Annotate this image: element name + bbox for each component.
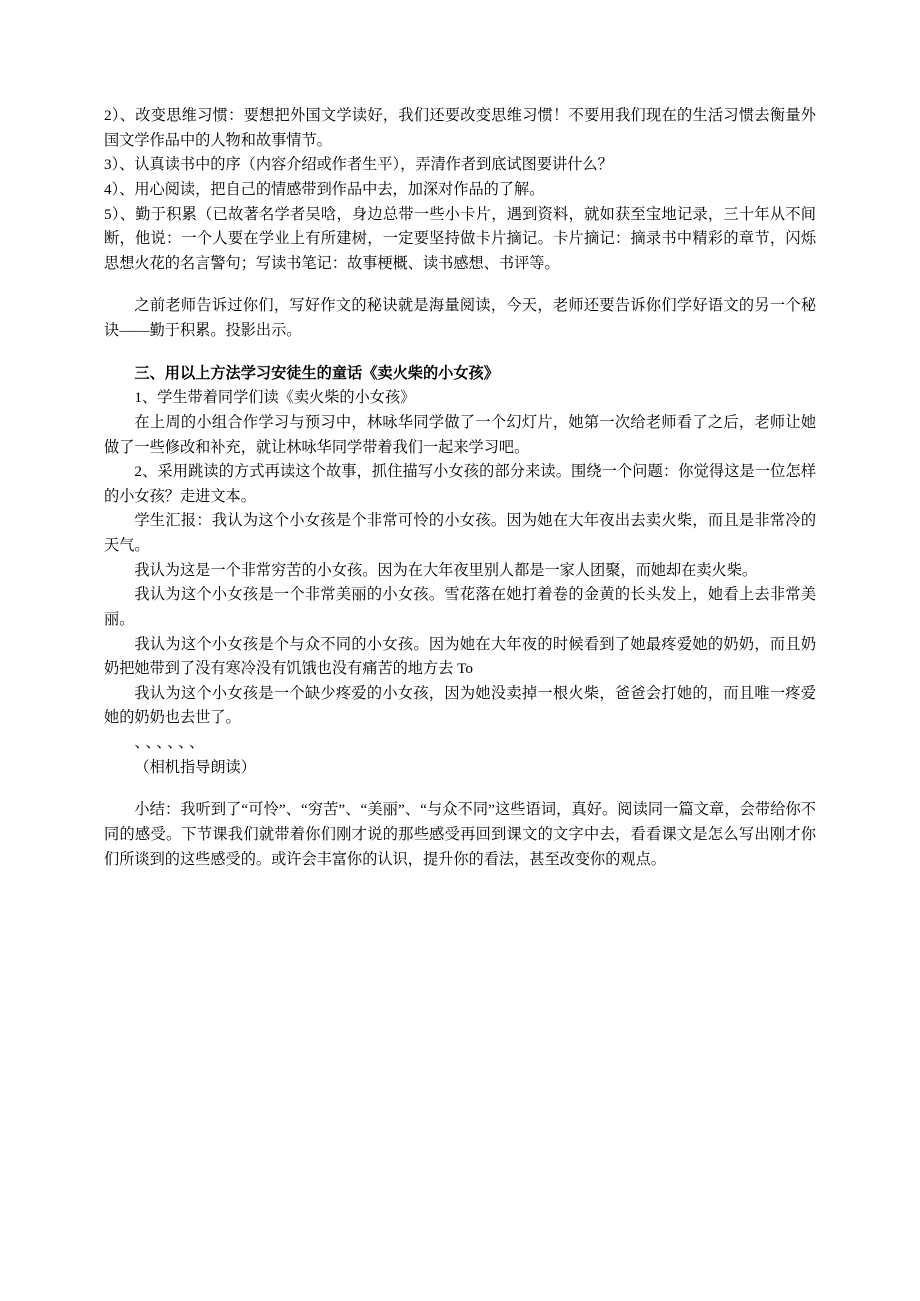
paragraph-summary: 小结：我听到了“可怜”、“穷苦”、“美丽”、“与众不同”这些语词，真好。阅读同一篇文章，会带给你不同的感受。下节课我们就带着你们刚才说的那些感受再回到课文的文字中去，看看课文是怎么写出刚才你们所谈到的这些感受的。或许会丰富你的认识，提升你的看法，甚至改变你的观点。	[104, 801, 816, 868]
paragraph-camera-guidance-note: （相机指导朗读）	[134, 758, 256, 776]
paragraph-item-4-read-with-heart: 4）、用心阅读，把自己的情感带到作品中去，加深对作品的了解。	[104, 180, 545, 198]
paragraph-item-5-accumulate: 5）、勤于积累（已故著名学者吴唅，身边总带一些小卡片，遇到资料，就如获至宝地记录，三十年从不间断，他说：一个人要在学业上有所建树，一定要坚持做卡片摘记。卡片摘记：摘录书中精彩的章节，闪烁思想火花的名言警句；写读书笔记：故事梗概、读书感想、书评等。	[104, 205, 816, 272]
paragraph-item-2-change-thinking: 2）、改变思维习惯：要想把外国文学读好，我们还要改变思维习惯！不要用我们现在的生活习惯去衡量外国文学作品中的人物和故事情节。	[104, 107, 816, 149]
paragraph-dots-line: 、、、、、、	[134, 734, 208, 751]
paragraph-spacer	[104, 780, 816, 798]
paragraph-spacer	[104, 276, 816, 294]
paragraph-step-1-read-together: 1、学生带着同学们读《卖火柴的小女孩》	[134, 389, 416, 407]
paragraph-student-report-unique: 我认为这个小女孩是个与众不同的小女孩。因为她在大年夜的时候看到了她最疼爱她的奶奶，而且奶奶把她带到了没有寒冷没有饥饿也没有痛苦的地方去 To	[104, 635, 816, 678]
paragraph-spacer	[104, 344, 816, 362]
heading-section-three: 三、用以上方法学习安徒生的童话《卖火柴的小女孩》	[134, 364, 499, 382]
paragraph-step-1-detail-slideshow: 在上周的小组合作学习与预习中，林咏华同学做了一个幻灯片，她第一次给老师看了之后，老师让她做了一些修改和补充，就让林咏华同学带着我们一起来学习吧。	[104, 413, 816, 456]
paragraph-student-report-lack-love: 我认为这个小女孩是一个缺少疼爱的小女孩，因为她没卖掉一根火柴，爸爸会打她的，而且唯一疼爱她的奶奶也去世了。	[104, 684, 816, 727]
paragraph-student-report-poor: 我认为这是一个非常穷苦的小女孩。因为在大年夜里别人都是一家人团聚，而她却在卖火柴。	[134, 561, 758, 579]
paragraph-item-3-read-preface: 3）、认真读书中的序（内容介绍或作者生平），弄清作者到底试图要讲什么？	[104, 156, 613, 174]
document-body	[104, 104, 816, 872]
paragraph-teacher-secret: 之前老师告诉过你们，写好作文的秘诀就是海量阅读，今天，老师还要告诉你们学好语文的另一个秘诀——勤于积累。投影出示。	[104, 297, 816, 339]
paragraph-student-report-pitiful: 学生汇报：我认为这个小女孩是个非常可怜的小女孩。因为她在大年夜出去卖火柴，而且是非常冷的天气。	[104, 512, 816, 554]
paragraph-student-report-beautiful: 我认为这个小女孩是一个非常美丽的小女孩。雪花落在她打着卷的金黄的长头发上，她看上去非常美丽。	[104, 586, 816, 628]
paragraph-step-2-skim-reading: 2、采用跳读的方式再读这个故事，抓住描写小女孩的部分来读。围绕一个问题：你觉得这是一位怎样的小女孩？走进文本。	[104, 463, 816, 505]
